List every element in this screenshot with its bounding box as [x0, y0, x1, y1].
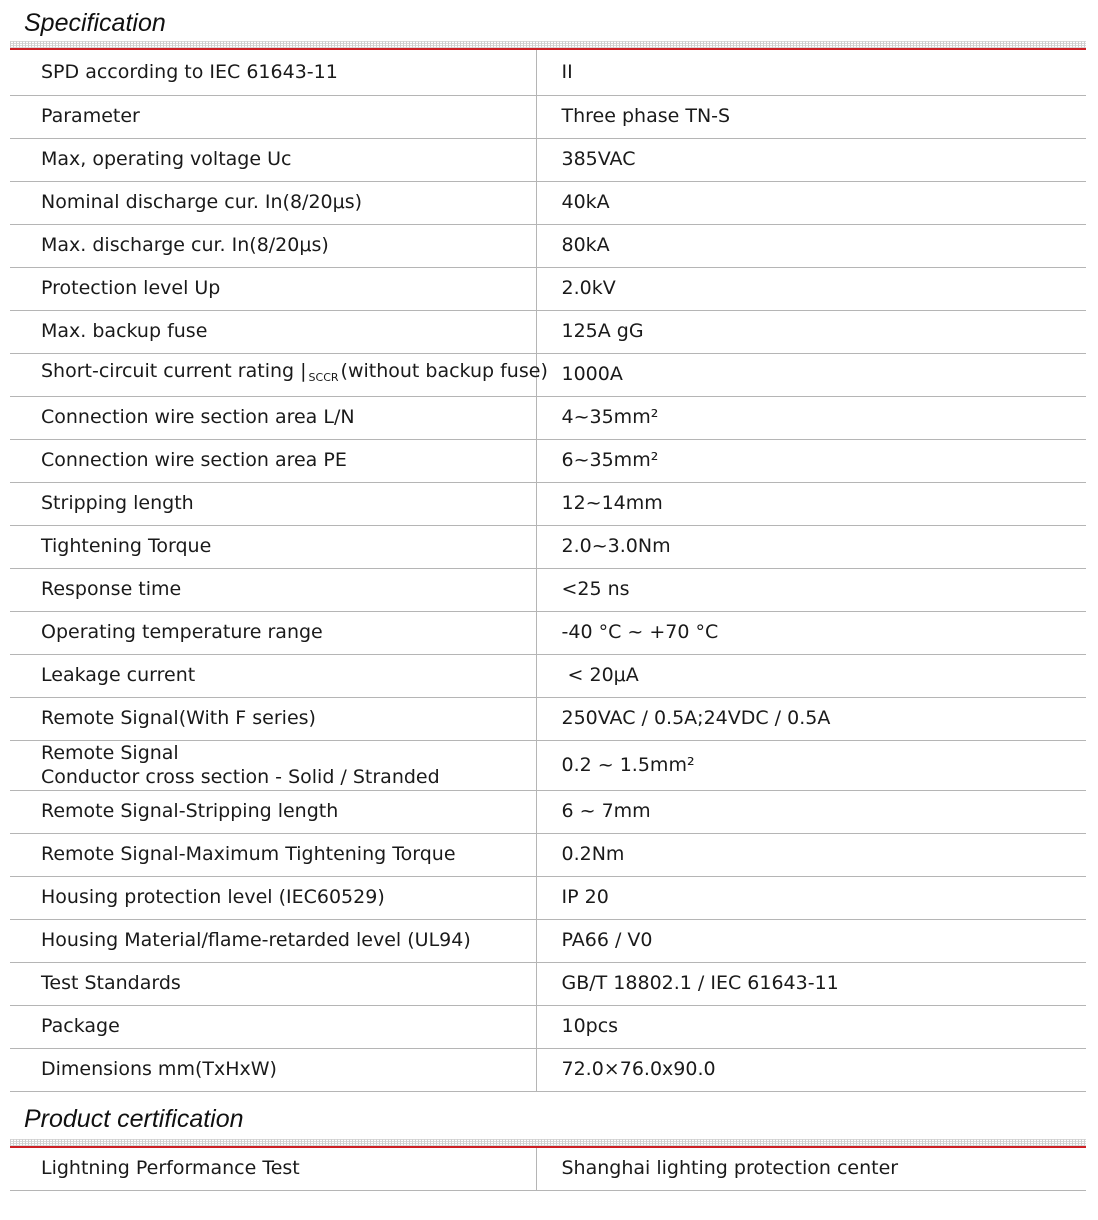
spec-key: Housing Material/flame-retarded level (UL94): [10, 919, 536, 962]
table-row: [10, 790, 1086, 833]
spec-value: 1000A: [536, 353, 1086, 396]
spec-key: Leakage current: [10, 654, 536, 697]
table-row: [10, 396, 1086, 439]
table-row: [10, 568, 1086, 611]
spec-key: Stripping length: [10, 482, 536, 525]
spec-key: Remote Signal-Maximum Tightening Torque: [10, 833, 536, 876]
table-row: [10, 439, 1086, 482]
certification-table: [10, 1148, 1086, 1191]
table-row: [10, 50, 1086, 95]
table-row: [10, 95, 1086, 138]
spec-value: 4~35mm²: [536, 396, 1086, 439]
spec-key: Operating temperature range: [10, 611, 536, 654]
spec-value: 80kA: [536, 224, 1086, 267]
spec-key: Housing protection level (IEC60529): [10, 876, 536, 919]
spec-key-part: (without backup fuse): [340, 360, 548, 382]
table-row: [10, 310, 1086, 353]
cert-value: Shanghai lighting protection center: [536, 1148, 1086, 1190]
spec-key: Protection level Up: [10, 267, 536, 310]
spec-key: Parameter: [10, 95, 536, 138]
spec-key: [10, 740, 536, 790]
spec-key: [10, 353, 548, 396]
cert-key: Lightning Performance Test: [10, 1148, 536, 1190]
spec-key: Tightening Torque: [10, 525, 536, 568]
spec-value: 6~35mm²: [536, 439, 1086, 482]
spec-value: 0.2Nm: [536, 833, 1086, 876]
table-row: [10, 525, 1086, 568]
table-row: [10, 697, 1086, 740]
table-row: [10, 138, 1086, 181]
spec-value: 0.2 ~ 1.5mm²: [536, 740, 1086, 790]
spec-key-line: Conductor cross section - Solid / Stranded: [41, 766, 440, 788]
certification-title: Product certification: [24, 1105, 244, 1133]
spec-key: Remote Signal-Stripping length: [10, 790, 536, 833]
spec-key-line: Remote Signal: [41, 742, 179, 764]
table-row: [10, 833, 1086, 876]
table-row: [10, 1005, 1086, 1048]
spec-value: 12~14mm: [536, 482, 1086, 525]
table-row: [10, 1148, 1086, 1190]
spec-key: Response time: [10, 568, 536, 611]
table-row: [10, 654, 1086, 697]
table-row: [10, 1048, 1086, 1091]
spec-key: Nominal discharge cur. In(8/20μs): [10, 181, 536, 224]
table-row: [10, 611, 1086, 654]
table-row: [10, 876, 1086, 919]
spec-value: PA66 / V0: [536, 919, 1086, 962]
spec-value: 125A gG: [536, 310, 1086, 353]
spec-key-subscript: SCCR: [308, 371, 339, 384]
specification-divider-pattern: [10, 41, 1086, 48]
spec-value: 250VAC / 0.5A;24VDC / 0.5A: [536, 697, 1086, 740]
spec-value: < 20μA: [536, 654, 1086, 697]
spec-key: Test Standards: [10, 962, 536, 1005]
spec-value: 2.0kV: [536, 267, 1086, 310]
spec-value: Three phase TN-S: [536, 95, 1086, 138]
spec-key: Package: [10, 1005, 536, 1048]
table-row: [10, 962, 1086, 1005]
table-row: [10, 919, 1086, 962]
spec-key: Remote Signal(With F series): [10, 697, 536, 740]
spec-value: 10pcs: [536, 1005, 1086, 1048]
spec-key: Connection wire section area L/N: [10, 396, 536, 439]
spec-value: 40kA: [536, 181, 1086, 224]
table-row: [10, 740, 1086, 790]
table-row: [10, 224, 1086, 267]
spec-value: GB/T 18802.1 / IEC 61643-11: [536, 962, 1086, 1005]
spec-value: IP 20: [536, 876, 1086, 919]
table-row: [10, 267, 1086, 310]
spec-key-part: Short-circuit current rating |: [41, 360, 307, 382]
spec-value: 385VAC: [536, 138, 1086, 181]
spec-key: SPD according to IEC 61643-11: [10, 50, 536, 95]
spec-value: -40 °C ~ +70 °C: [536, 611, 1086, 654]
spec-value: 72.0×76.0x90.0: [536, 1048, 1086, 1091]
spec-value: 2.0~3.0Nm: [536, 525, 1086, 568]
spec-key: Max. backup fuse: [10, 310, 536, 353]
table-row: [10, 482, 1086, 525]
spec-value: <25 ns: [536, 568, 1086, 611]
spec-key: Max. discharge cur. In(8/20μs): [10, 224, 536, 267]
spec-value: II: [536, 50, 1086, 95]
table-row: [10, 353, 1086, 396]
specification-title: Specification: [24, 9, 166, 37]
spec-value: 6 ~ 7mm: [536, 790, 1086, 833]
spec-key: Dimensions mm(TxHxW): [10, 1048, 536, 1091]
certification-divider-pattern: [10, 1139, 1086, 1146]
table-row: [10, 181, 1086, 224]
specification-table: [10, 50, 1086, 1092]
spec-key: Connection wire section area PE: [10, 439, 536, 482]
spec-key: Max, operating voltage Uc: [10, 138, 536, 181]
